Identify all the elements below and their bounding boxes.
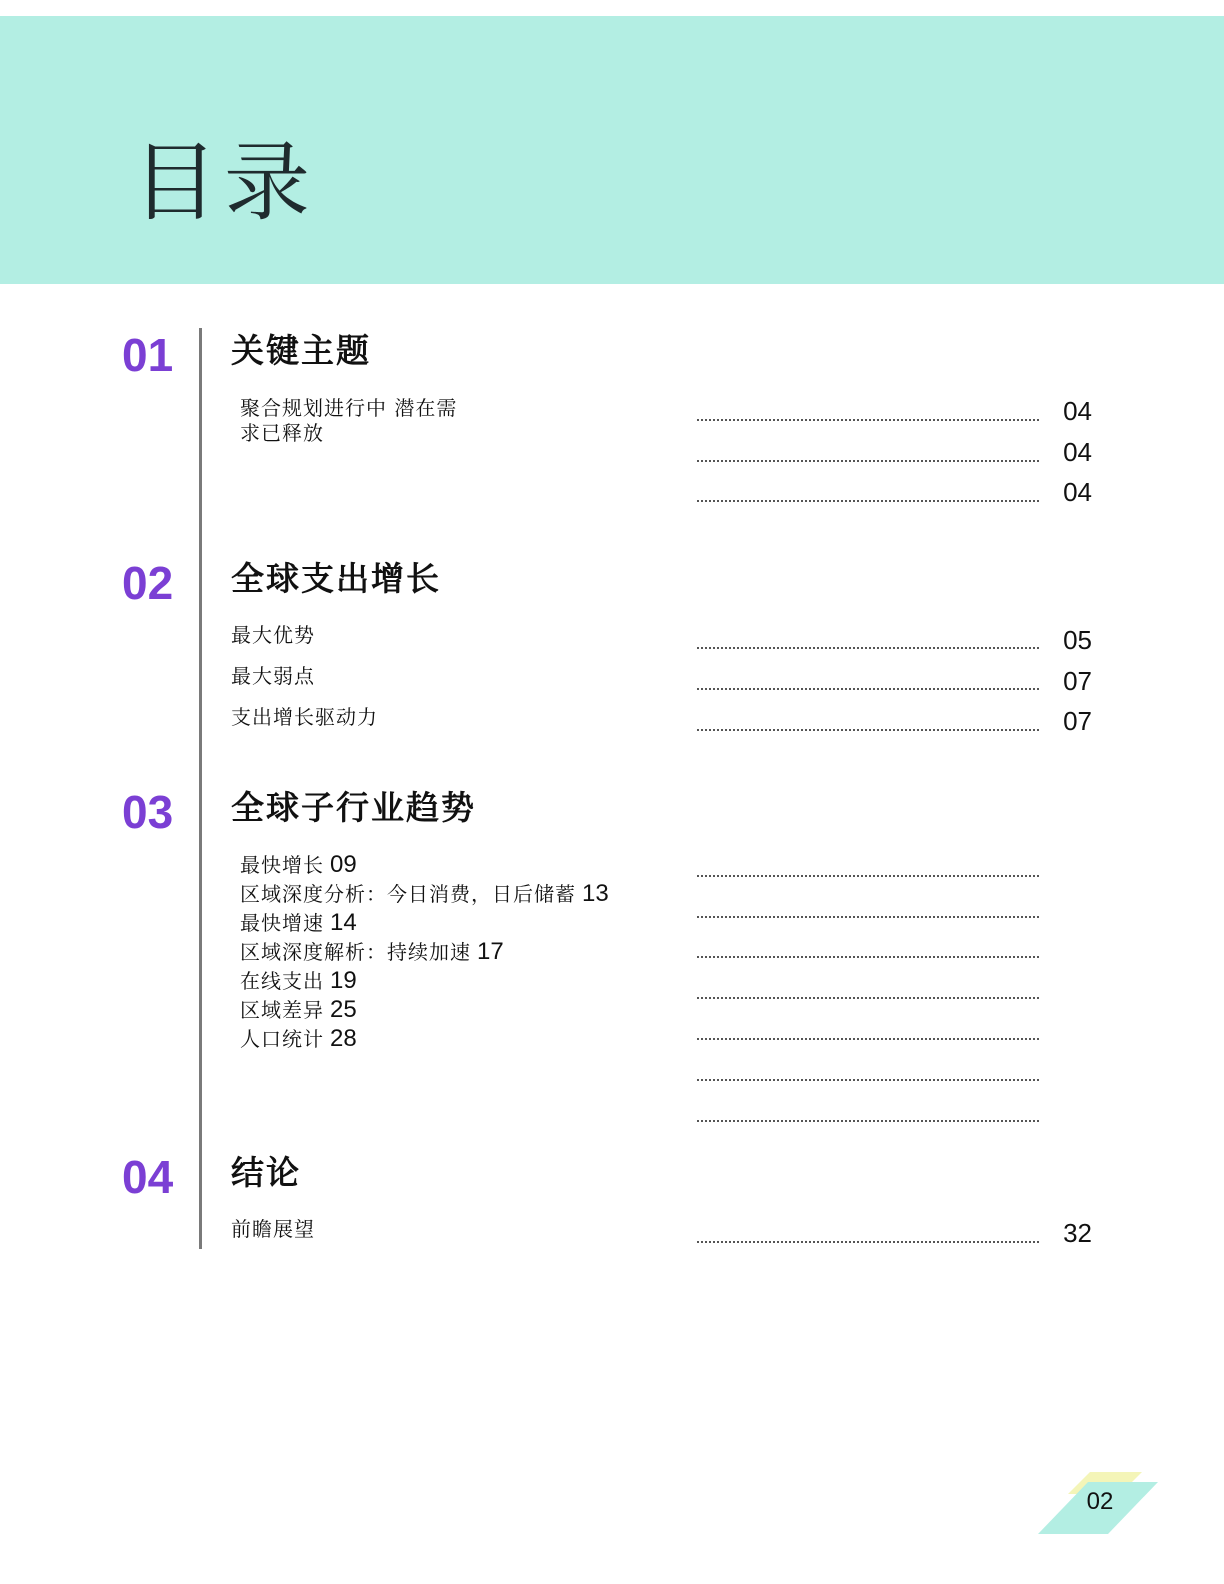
page-ref: 17 bbox=[477, 938, 504, 965]
toc-item-label: 最快增长 bbox=[240, 853, 324, 877]
toc-item[interactable]: 最大弱点 bbox=[231, 664, 315, 688]
page-title: 目录 bbox=[132, 133, 316, 233]
dot-leader bbox=[697, 997, 1039, 999]
toc-item[interactable] bbox=[240, 968, 357, 994]
section-number-01: 01 bbox=[122, 329, 174, 381]
toc-item[interactable]: 支出增长驱动力 bbox=[231, 705, 378, 729]
section-number-02: 02 bbox=[122, 557, 174, 609]
dot-leader bbox=[697, 647, 1039, 649]
dot-leader bbox=[697, 729, 1039, 731]
toc-item-label: 人口统计 bbox=[240, 1027, 324, 1051]
page-ref: 32 bbox=[1063, 1218, 1092, 1248]
page-ref: 07 bbox=[1063, 666, 1092, 696]
vertical-divider bbox=[199, 328, 202, 1249]
dot-leader bbox=[697, 419, 1039, 421]
toc-item[interactable] bbox=[240, 1026, 357, 1052]
section-number-04: 04 bbox=[122, 1151, 174, 1203]
toc-item[interactable] bbox=[240, 997, 357, 1023]
page-ref: 07 bbox=[1063, 706, 1092, 736]
section-title-02: 全球支出增长 bbox=[231, 559, 441, 598]
toc-item[interactable] bbox=[240, 939, 504, 965]
dot-leader bbox=[697, 500, 1039, 502]
toc-item[interactable] bbox=[240, 396, 457, 446]
page-ref: 28 bbox=[330, 1025, 357, 1052]
dot-leader bbox=[697, 460, 1039, 462]
toc-item[interactable] bbox=[240, 881, 609, 907]
toc-item-line: 求已释放 bbox=[240, 421, 324, 445]
section-title-03: 全球子行业趋势 bbox=[231, 788, 476, 827]
dot-leader bbox=[697, 1079, 1039, 1081]
page-ref: 13 bbox=[582, 880, 609, 907]
page-number: 02 bbox=[1086, 1488, 1114, 1515]
dot-leader bbox=[697, 916, 1039, 918]
page-ref: 04 bbox=[1063, 437, 1092, 467]
page-ref: 25 bbox=[330, 996, 357, 1023]
page-ref: 09 bbox=[330, 851, 357, 878]
page-ref: 05 bbox=[1063, 625, 1092, 655]
page-ref: 04 bbox=[1063, 477, 1092, 507]
page-ref: 04 bbox=[1063, 396, 1092, 426]
toc-item-label: 区域深度分析：今日消费，日后储蓄 bbox=[240, 882, 576, 906]
toc-item[interactable] bbox=[240, 852, 357, 878]
toc-item-label: 最快增速 bbox=[240, 911, 324, 935]
toc-item-label: 在线支出 bbox=[240, 969, 324, 993]
dot-leader bbox=[697, 956, 1039, 958]
toc-item-label: 区域深度解析：持续加速 bbox=[240, 940, 471, 964]
toc-item-line: 聚合规划进行中 潜在需 bbox=[240, 396, 458, 420]
section-number-03: 03 bbox=[122, 786, 174, 838]
toc-item[interactable] bbox=[240, 910, 357, 936]
toc-item[interactable]: 前瞻展望 bbox=[231, 1217, 315, 1241]
dot-leader bbox=[697, 1038, 1039, 1040]
dot-leader bbox=[697, 875, 1039, 877]
page-ref: 19 bbox=[330, 967, 357, 994]
page-ref: 14 bbox=[330, 909, 357, 936]
section-title-04: 结论 bbox=[231, 1153, 301, 1192]
dot-leader bbox=[697, 1120, 1039, 1122]
dot-leader bbox=[697, 1241, 1039, 1243]
dot-leader bbox=[697, 688, 1039, 690]
toc-item-label: 区域差异 bbox=[240, 998, 324, 1022]
section-title-01: 关键主题 bbox=[231, 331, 371, 370]
toc-item[interactable]: 最大优势 bbox=[231, 623, 315, 647]
